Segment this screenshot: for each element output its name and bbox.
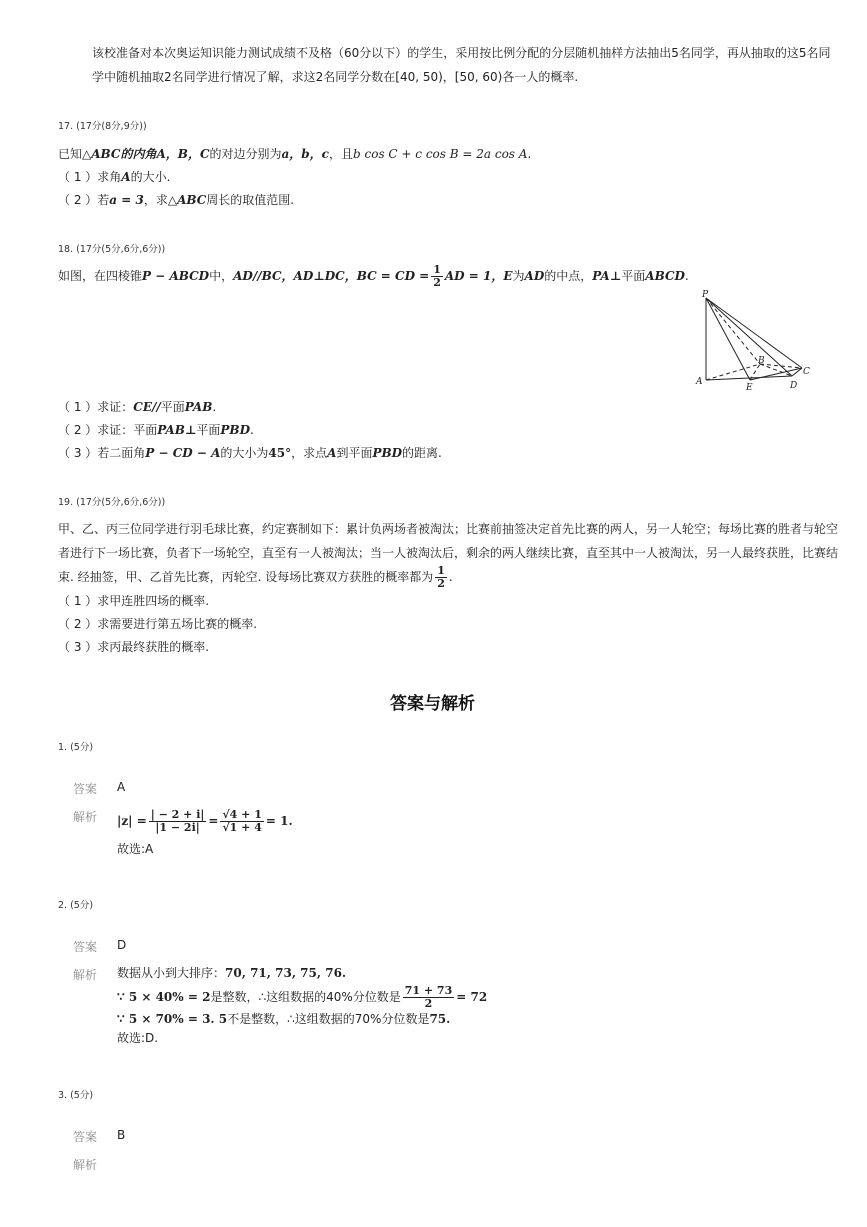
label-P: P xyxy=(702,290,709,300)
label-D: D xyxy=(790,381,798,391)
q19-line-2: 者进行下一场比赛，负者下一场轮空，直至有一人被淘汰；当一人被淘汰后，剩余的两人继续比赛，直至其中一人被淘汰，另一人最终获胜，比赛结 xyxy=(58,546,839,560)
q17-part-2: （ 2 ）若a = 3，求△ABC周长的取值范围. xyxy=(58,193,295,207)
q17-header: 17. (17分(8分,9分)) xyxy=(58,121,147,132)
a1-analysis-label: 解析 xyxy=(73,810,98,824)
a2-answer-value: D xyxy=(117,938,127,952)
q19-line-1: 甲、乙、丙三位同学进行羽毛球比赛，约定赛制如下：累计负两场者被淘汰；比赛前抽签决定首先比赛的两人，另一人轮空；每场比赛的胜者与轮空 xyxy=(58,522,839,536)
answers-title: 答案与解析 xyxy=(390,694,475,714)
q18-part-3: （ 3 ）若二面角P − CD − A的大小为45°，求点A到平面PBD的距离. xyxy=(58,446,442,460)
pyramid-figure xyxy=(690,288,815,396)
a2-line-1: 数据从小到大排序：70, 71, 73, 75, 76. xyxy=(117,966,347,980)
a2-line-2: ∵ 5 × 40% = 2是整数，∴这组数据的40%分位数是 $\frac{71 + 73}{2}$ = 72 xyxy=(117,984,488,1010)
q18-part-2: （ 2 ）求证：平面PAB⊥平面PBD. xyxy=(58,423,254,437)
a2-line-3: ∵ 5 × 70% = 3. 5不是整数，∴这组数据的70%分位数是75. xyxy=(117,1012,451,1026)
a1-conclusion: 故选:A xyxy=(117,842,154,856)
q17-part-1: （ 1 ）求角A的大小. xyxy=(58,170,171,184)
a2-conclusion: 故选:D. xyxy=(117,1031,159,1045)
a3-analysis-label: 解析 xyxy=(73,1158,98,1172)
q19-part-1: （ 1 ）求甲连胜四场的概率. xyxy=(58,594,210,608)
edge-PE xyxy=(706,298,750,380)
a1-answer-value: A xyxy=(117,780,126,794)
a3-header: 3. (5分) xyxy=(58,1090,94,1101)
label-A: A xyxy=(696,377,703,387)
edge-PD xyxy=(706,298,792,376)
q18-header: 18. (17分(5分,6分,6分)) xyxy=(58,244,166,255)
a3-answer-label: 答案 xyxy=(73,1130,98,1144)
a2-answer-label: 答案 xyxy=(73,940,98,954)
a2-analysis-label: 解析 xyxy=(73,968,98,982)
q18-stem: 如图，在四棱锥P − ABCD中，AD//BC，AD⊥DC，BC = CD = $\frac{1}{2}$ AD = 1，E为AD的中点，PA⊥平面ABCD. xyxy=(58,263,689,289)
a2-header: 2. (5分) xyxy=(58,900,94,911)
q19-header: 19. (17分(5分,6分,6分)) xyxy=(58,497,166,508)
q19-part-3: （ 3 ）求丙最终获胜的概率. xyxy=(58,640,210,654)
edge-BC xyxy=(760,364,802,368)
q18-part-1: （ 1 ）求证：CE//平面PAB. xyxy=(58,400,217,414)
label-B: B xyxy=(758,356,765,366)
q17-stem: 已知△ABC的内角A，B，C的对边分别为a，b，c，且b cos C + c cos B = 2a cos A. xyxy=(58,147,532,161)
q19-part-2: （ 2 ）求需要进行第五场比赛的概率. xyxy=(58,617,258,631)
q18-fraction: $\frac{1}{2}$ xyxy=(433,263,441,289)
label-C: C xyxy=(803,367,810,377)
edge-PC xyxy=(706,298,802,368)
q19-fraction: $\frac{1}{2}$ xyxy=(437,564,445,590)
edge-AD xyxy=(706,376,792,380)
a1-header: 1. (5分) xyxy=(58,742,94,753)
q16-line-1: 该校准备对本次奥运知识能力测试成绩不及格（60分以下）的学生，采用按比例分配的分层随机抽样方法抽出5名同学，再从抽取的这5名同 xyxy=(92,46,831,60)
a1-formula: |z| = $\frac{| - 2 + i|}{|1 - 2i|}$ = $\frac{√4 + 1}{√1 + 4}$ = 1. xyxy=(117,808,293,834)
q16-line-2: 学中随机抽取2名同学进行情况了解，求这2名同学分数在[40, 50)，[50, 60)各一人的概率. xyxy=(92,70,579,84)
label-E: E xyxy=(746,383,753,393)
a1-answer-label: 答案 xyxy=(73,782,98,796)
a3-answer-value: B xyxy=(117,1128,126,1142)
q19-line-3: 束. 经抽签，甲、乙首先比赛，丙轮空. 设每场比赛双方获胜的概率都为 $\frac{1}{2}$ . xyxy=(58,564,453,590)
